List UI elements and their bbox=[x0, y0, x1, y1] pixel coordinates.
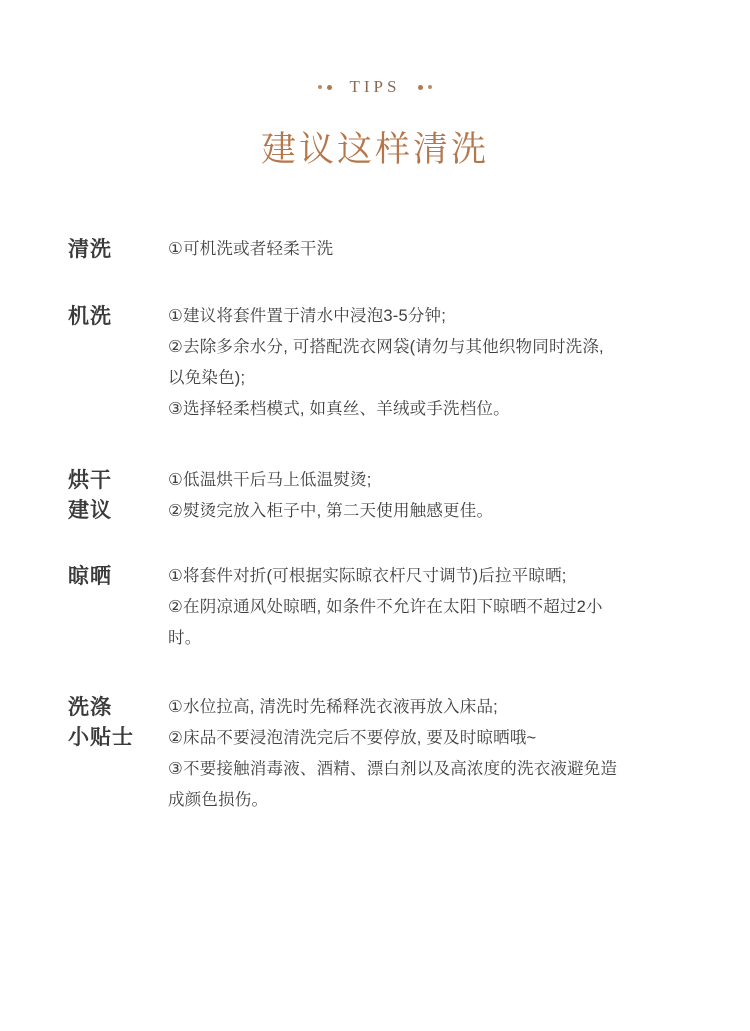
care-desc-line: ②熨烫完放入柜子中, 第二天使用触感更佳。 bbox=[168, 502, 494, 520]
care-term-line: 洗涤 bbox=[68, 696, 112, 719]
care-row-washing-tips bbox=[68, 692, 684, 816]
dots-right-icon bbox=[418, 85, 432, 90]
care-row-machine-wash bbox=[68, 301, 684, 425]
care-instructions-page bbox=[0, 78, 750, 1031]
care-term-air-dry bbox=[68, 561, 168, 592]
care-desc-line: ②在阴凉通风处晾晒, 如条件不允许在太阳下晾晒不超过2小 bbox=[168, 598, 603, 616]
care-desc-line: ①水位拉高, 清洗时先稀释洗衣液再放入床品; bbox=[168, 698, 498, 716]
care-row-air-dry bbox=[68, 561, 684, 654]
care-desc-line: ①低温烘干后马上低温熨烫; bbox=[168, 471, 372, 489]
care-desc-line: 以免染色); bbox=[168, 369, 246, 387]
care-term-line: 建议 bbox=[68, 499, 112, 522]
care-desc-line: ③选择轻柔档模式, 如真丝、羊绒或手洗档位。 bbox=[168, 400, 510, 418]
care-term-drying bbox=[68, 465, 168, 526]
care-term-washing-tips bbox=[68, 692, 168, 753]
care-desc-line: ①可机洗或者轻柔干洗 bbox=[168, 240, 334, 258]
care-desc-wash bbox=[168, 234, 684, 265]
care-row-drying bbox=[68, 465, 684, 527]
care-desc-line: ②床品不要浸泡清洗完后不要停放, 要及时晾晒哦~ bbox=[168, 729, 537, 747]
care-term-line: 小贴士 bbox=[68, 726, 134, 749]
care-desc-machine-wash bbox=[168, 301, 684, 425]
care-desc-line: ②去除多余水分, 可搭配洗衣网袋(请勿与其他织物同时洗涤, bbox=[168, 338, 604, 356]
care-desc-air-dry bbox=[168, 561, 684, 654]
care-term-line: 烘干 bbox=[68, 469, 112, 492]
care-desc-line: ①建议将套件置于清水中浸泡3-5分钟; bbox=[168, 307, 447, 325]
page-title: 建议这样清洗 bbox=[260, 130, 489, 169]
tips-header bbox=[0, 78, 750, 96]
care-desc-line: ③不要接触消毒液、酒精、漂白剂以及高浓度的洗衣液避免造 bbox=[168, 760, 618, 778]
care-desc-line: ①将套件对折(可根据实际晾衣杆尺寸调节)后拉平晾晒; bbox=[168, 567, 567, 585]
care-row-wash bbox=[68, 234, 684, 265]
care-term-machine-wash bbox=[68, 301, 168, 332]
care-desc-line: 成颜色损伤。 bbox=[168, 791, 269, 809]
care-desc-drying bbox=[168, 465, 684, 527]
care-term-line: 清洗 bbox=[68, 238, 112, 261]
tips-label: TIPS bbox=[349, 77, 401, 96]
care-instruction-list bbox=[0, 234, 750, 816]
care-term-wash bbox=[68, 234, 168, 265]
care-term-line: 机洗 bbox=[68, 305, 112, 328]
dots-left-icon bbox=[318, 85, 332, 90]
care-term-line: 晾晒 bbox=[68, 565, 112, 588]
care-desc-washing-tips bbox=[168, 692, 684, 816]
care-desc-line: 时。 bbox=[168, 629, 202, 647]
